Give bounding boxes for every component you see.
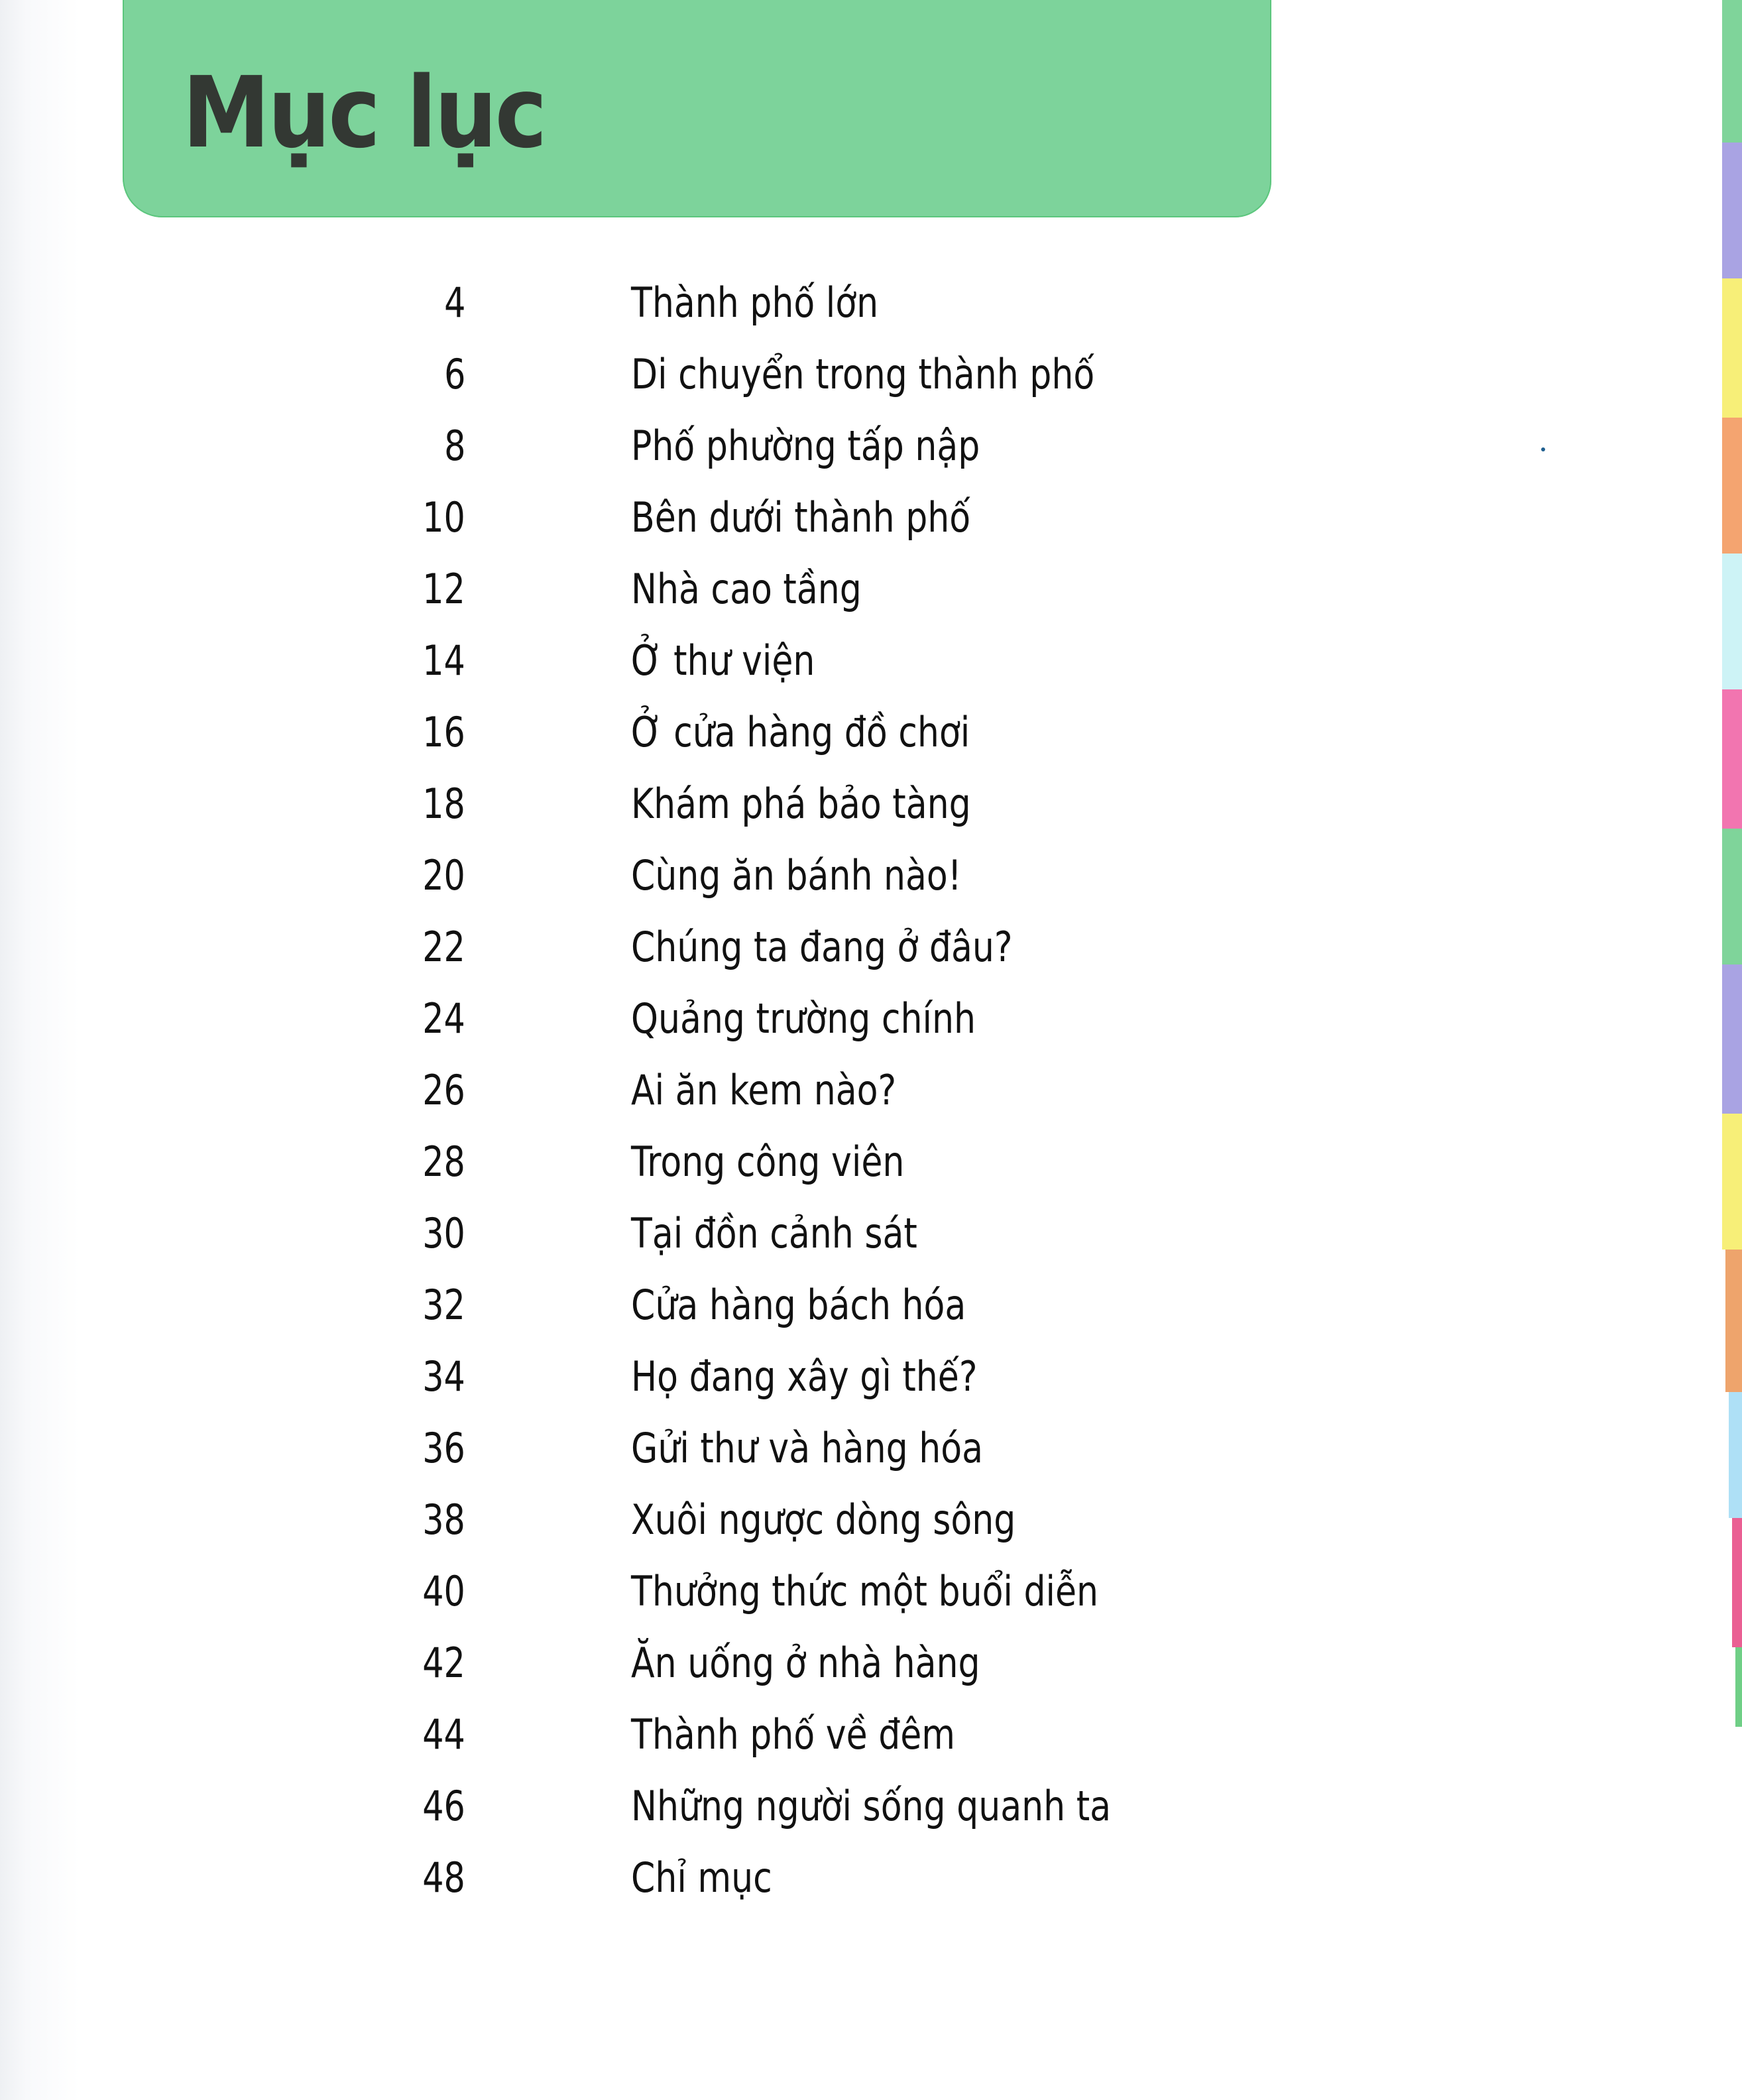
- toc-entry[interactable]: [0, 1556, 1326, 1628]
- toc-entry[interactable]: [0, 268, 1326, 339]
- toc-entry-title: Họ đang xây gì thế?: [631, 1352, 978, 1401]
- toc-page-number: 24: [422, 994, 465, 1043]
- toc-entry[interactable]: [0, 1342, 1326, 1413]
- toc-entry[interactable]: [0, 1127, 1326, 1198]
- table-of-contents: [0, 268, 1326, 1914]
- page-title: Mục lục: [182, 56, 545, 170]
- toc-page-number: 20: [422, 851, 465, 900]
- toc-entry[interactable]: [0, 1771, 1326, 1843]
- toc-page-number: 12: [422, 565, 465, 613]
- edge-tab-pink: [1722, 689, 1742, 829]
- toc-entry-title: Tại đồn cảnh sát: [631, 1209, 917, 1257]
- toc-page-number: 40: [422, 1567, 465, 1615]
- toc-page-number: 46: [422, 1782, 465, 1830]
- edge-tab-yellow: [1722, 1114, 1742, 1250]
- toc-entry[interactable]: [0, 483, 1326, 554]
- toc-entry[interactable]: [0, 912, 1326, 984]
- toc-page-number: 34: [422, 1352, 465, 1401]
- toc-entry-title: Nhà cao tầng: [631, 565, 862, 613]
- edge-tab-green: [1735, 1647, 1742, 1727]
- color-edge-tabs: [1721, 0, 1742, 1790]
- toc-entry[interactable]: [0, 554, 1326, 626]
- toc-entry-title: Ở thư viện: [631, 636, 815, 685]
- toc-page-number: 44: [422, 1710, 465, 1759]
- toc-entry-title: Ăn uống ở nhà hàng: [631, 1639, 980, 1687]
- edge-tab-pink: [1732, 1518, 1742, 1647]
- toc-entry[interactable]: [0, 1413, 1326, 1485]
- toc-page-number: 32: [422, 1281, 465, 1329]
- edge-tab-light-cyan: [1722, 554, 1742, 689]
- toc-entry[interactable]: [0, 1055, 1326, 1127]
- toc-entry-title: Ai ăn kem nào?: [631, 1066, 897, 1114]
- toc-page-number: 48: [422, 1853, 465, 1902]
- toc-entry[interactable]: [0, 626, 1326, 697]
- toc-page-number: 22: [422, 923, 465, 971]
- edge-tab-yellow: [1722, 278, 1742, 418]
- toc-entry[interactable]: [0, 1198, 1326, 1270]
- toc-entry[interactable]: [0, 984, 1326, 1055]
- edge-tab-light-blue: [1729, 1392, 1742, 1518]
- toc-page-number: 26: [422, 1066, 465, 1114]
- toc-page-number: 42: [422, 1639, 465, 1687]
- toc-entry-title: Thành phố lớn: [631, 278, 879, 327]
- toc-page-number: 30: [422, 1209, 465, 1257]
- toc-entry[interactable]: [0, 1270, 1326, 1342]
- toc-page-number: 8: [443, 422, 465, 470]
- toc-page-number: 28: [422, 1138, 465, 1186]
- print-speck: [1541, 447, 1545, 451]
- toc-entry-title: Chỉ mục: [631, 1853, 772, 1902]
- toc-page-number: 36: [422, 1424, 465, 1472]
- toc-entry[interactable]: [0, 841, 1326, 912]
- toc-entry-title: Thành phố về đêm: [631, 1710, 956, 1759]
- toc-page-number: 16: [422, 708, 465, 756]
- toc-page-number: 18: [422, 780, 465, 828]
- toc-page-number: 10: [422, 493, 465, 542]
- toc-entry[interactable]: [0, 339, 1326, 411]
- edge-tab-purple: [1722, 964, 1742, 1114]
- toc-entry-title: Di chuyển trong thành phố: [631, 350, 1095, 398]
- toc-page-number: 14: [422, 636, 465, 685]
- toc-entry-title: Cửa hàng bách hóa: [631, 1281, 966, 1329]
- toc-entry-title: Thưởng thức một buổi diễn: [631, 1567, 1099, 1615]
- toc-entry-title: Cùng ăn bánh nào!: [631, 851, 962, 900]
- toc-entry[interactable]: [0, 769, 1326, 841]
- toc-entry-title: Phố phường tấp nập: [631, 422, 980, 470]
- toc-entry-title: Những người sống quanh ta: [631, 1782, 1112, 1830]
- toc-page-number: 4: [443, 278, 465, 327]
- toc-page-number: 6: [443, 350, 465, 398]
- toc-entry-title: Chúng ta đang ở đâu?: [631, 923, 1013, 971]
- toc-entry-title: Gửi thư và hàng hóa: [631, 1424, 983, 1472]
- toc-entry[interactable]: [0, 1700, 1326, 1771]
- toc-entry-title: Bên dưới thành phố: [631, 493, 971, 542]
- toc-entry-title: Ở cửa hàng đồ chơi: [631, 708, 970, 756]
- toc-entry-title: Xuôi ngược dòng sông: [631, 1495, 1016, 1544]
- toc-page-number: 38: [422, 1495, 465, 1544]
- edge-tab-orange: [1725, 1250, 1742, 1392]
- edge-tab-orange: [1722, 418, 1742, 554]
- toc-entry[interactable]: [0, 411, 1326, 483]
- edge-tab-green: [1722, 0, 1742, 143]
- toc-entry[interactable]: [0, 1628, 1326, 1700]
- toc-entry[interactable]: [0, 1485, 1326, 1556]
- toc-entry-title: Trong công viên: [631, 1138, 905, 1186]
- toc-entry[interactable]: [0, 1843, 1326, 1914]
- edge-tab-purple: [1722, 143, 1742, 278]
- toc-entry[interactable]: [0, 697, 1326, 769]
- toc-entry-title: Khám phá bảo tàng: [631, 780, 971, 828]
- edge-tab-green: [1722, 829, 1742, 964]
- toc-entry-title: Quảng trường chính: [631, 994, 976, 1043]
